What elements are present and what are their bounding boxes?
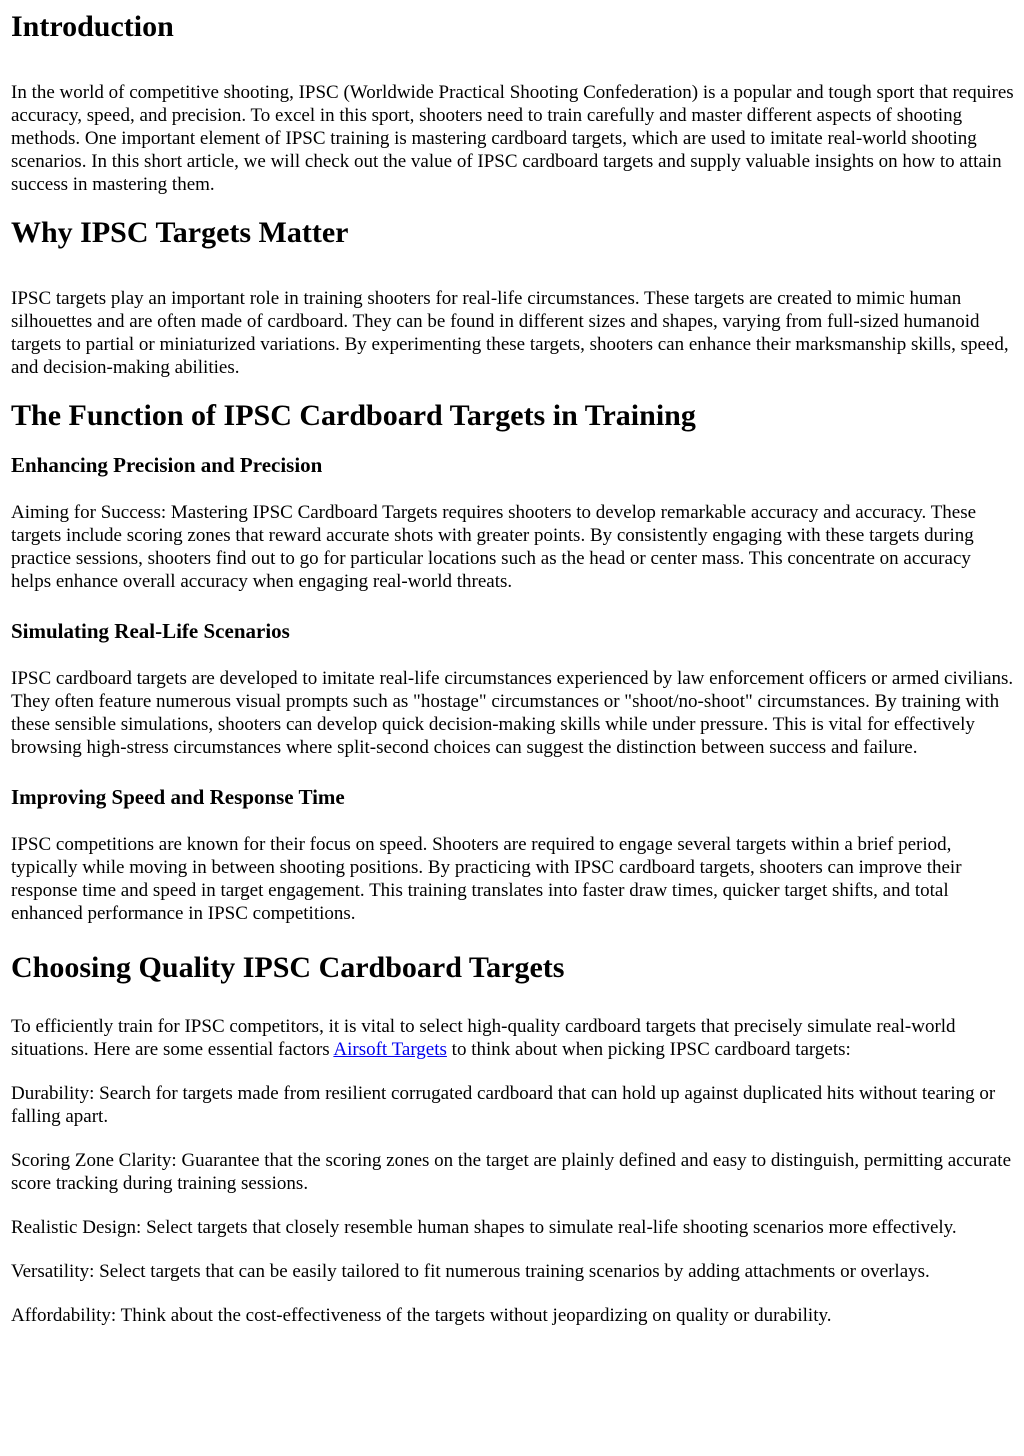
- paragraph-choosing-intro: [11, 1015, 1014, 1061]
- subheading-simulating-scenarios: Simulating Real-Life Scenarios: [11, 619, 290, 643]
- intro-text-after-link: to think about when picking IPSC cardboard targets:: [446, 1039, 851, 1060]
- intro-text-before-link: To efficiently train for IPSC competitors, it is vital to select high-quality cardboard targets that precisely simulate real-world situations. Here are some essential factors: [11, 1016, 956, 1060]
- factor-realistic-design: Realistic Design: Select targets that closely resemble human shapes to simulate real-life shooting scenarios more effectively.: [11, 1217, 957, 1238]
- heading-function-in-training: The Function of IPSC Cardboard Targets in Training: [11, 399, 696, 432]
- factor-affordability: Affordability: Think about the cost-effectiveness of the targets without jeopardizing on quality or durability.: [11, 1305, 832, 1326]
- factor-scoring-zone-clarity: Scoring Zone Clarity: Guarantee that the scoring zones on the target are plainly defined and easy to distinguish, permitting accurate score tracking during training sessions.: [11, 1150, 1012, 1194]
- factor-versatility: Versatility: Select targets that can be easily tailored to fit numerous training scenarios by adding attachments or overlays.: [11, 1261, 930, 1282]
- paragraph-why-ipsc-targets-matter: IPSC targets play an important role in training shooters for real-life circumstances. These targets are created to mimic human silhouettes and are often made of cardboard. They can be found in different sizes and shapes, varying from full-sized humanoid targets to partial or miniaturized variations. By experimenting these targets, shooters can enhance their marksmanship skills, speed, and decision-making abilities.: [11, 288, 1009, 378]
- paragraph-simulating-scenarios: IPSC cardboard targets are developed to imitate real-life circumstances experienced by law enforcement officers or armed civilians. They often feature numerous visual prompts such as "hostage" circumstances or "shoot/no-shoot" circumstances. By training with these sensible simulations, shooters can develop quick decision-making skills while under pressure. This is vital for effectively browsing high-stress circumstances where split-second choices can suggest the distinction between success and failure.: [11, 668, 1014, 758]
- subheading-improving-speed: Improving Speed and Response Time: [11, 785, 345, 809]
- airsoft-targets-link[interactable]: Airsoft Targets: [333, 1039, 447, 1060]
- article: [0, 10, 1024, 1327]
- paragraph-improving-speed: IPSC competitions are known for their focus on speed. Shooters are required to engage several targets within a brief period, typically while moving in between shooting positions. By practicing with IPSC cardboard targets, shooters can improve their response time and speed in target engagement. This training translates into faster draw times, quicker target shifts, and total enhanced performance in IPSC competitions.: [11, 834, 962, 924]
- subheading-enhancing-precision: Enhancing Precision and Precision: [11, 453, 323, 477]
- heading-why-ipsc-targets-matter: Why IPSC Targets Matter: [11, 216, 349, 249]
- paragraph-introduction: In the world of competitive shooting, IPSC (Worldwide Practical Shooting Confederation) is a popular and tough sport that requires accuracy, speed, and precision. To excel in this sport, shooters need to train carefully and master different aspects of shooting methods. One important element of IPSC training is mastering cardboard targets, which are used to imitate real-world shooting scenarios. In this short article, we will check out the value of IPSC cardboard targets and supply valuable insights on how to attain success in mastering them.: [11, 82, 1014, 195]
- heading-introduction: Introduction: [11, 10, 174, 43]
- paragraph-enhancing-precision: Aiming for Success: Mastering IPSC Cardboard Targets requires shooters to develop remarkable accuracy and accuracy. These targets include scoring zones that reward accurate shots with greater points. By consistently engaging with these targets during practice sessions, shooters find out to go for particular locations such as the head or center mass. This concentrate on accuracy helps enhance overall accuracy when engaging real-world threats.: [11, 502, 977, 592]
- factor-durability: Durability: Search for targets made from resilient corrugated cardboard that can hold up against duplicated hits without tearing or falling apart.: [11, 1083, 996, 1127]
- heading-choosing-quality-targets: Choosing Quality IPSC Cardboard Targets: [11, 951, 565, 984]
